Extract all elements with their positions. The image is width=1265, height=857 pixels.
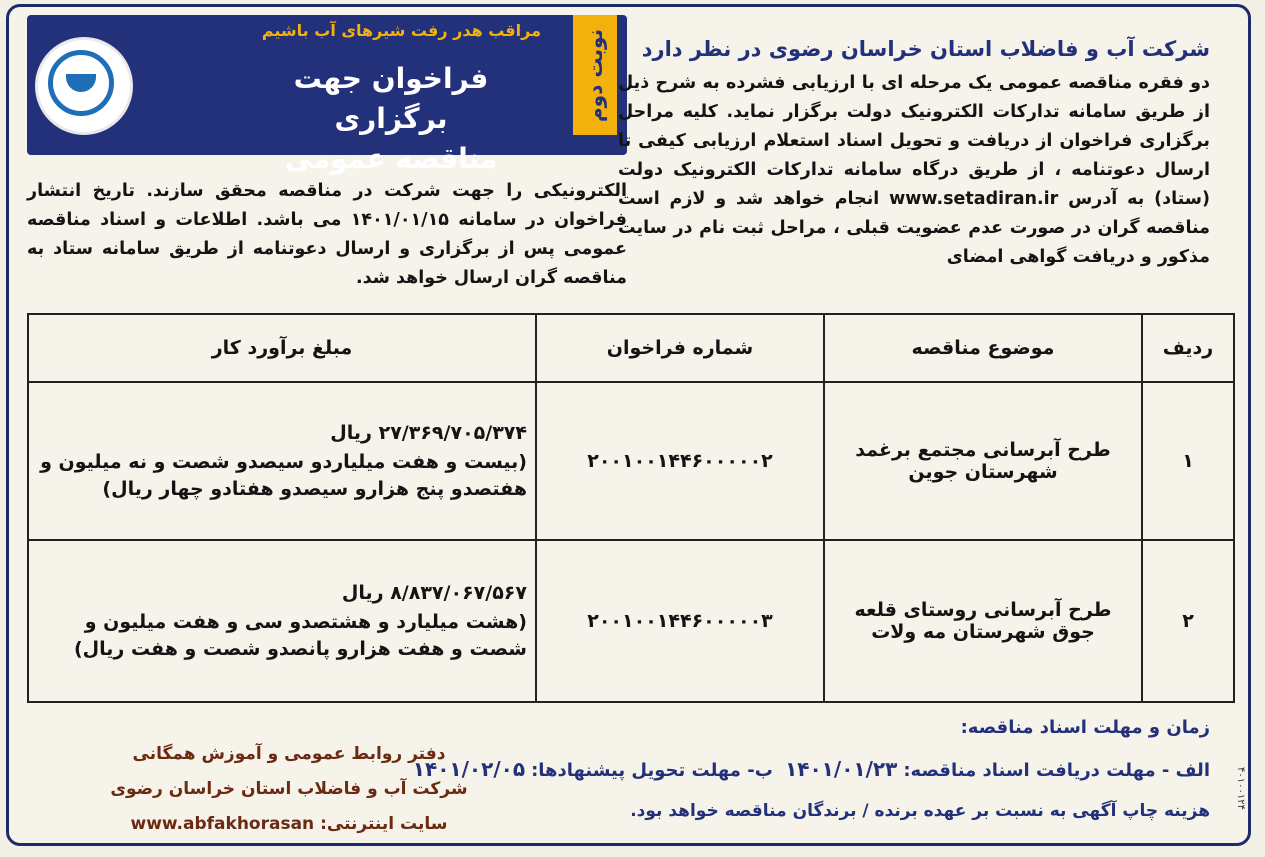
row-estimate [28,540,536,702]
header-title-line2: مناقصه عمومی [284,142,498,175]
header-estimate: مبلغ برآورد کار [28,314,536,382]
row-tender-number: ۲۰۰۱۰۰۱۴۴۶۰۰۰۰۰۳ [536,540,824,702]
deadline-b-date: ۱۴۰۱/۰۲/۰۵ [412,757,526,781]
deadline-a-date: ۱۴۰۱/۰۱/۲۳ [785,757,898,781]
edition-badge: نوبت دوم [573,15,617,135]
row-tender-number: ۲۰۰۱۰۰۱۴۴۶۰۰۰۰۰۲ [536,382,824,540]
print-cost-note: هزینه چاپ آگهی به نسبت بر عهده برنده / برندگان مناقصه خواهد بود. [630,801,1210,821]
signature-company: شرکت آب و فاضلاب استان خراسان رضوی [110,779,468,799]
row-number: ۱ [1142,382,1234,540]
row-number: ۲ [1142,540,1234,702]
signature-block [89,737,489,842]
signature-office: دفتر روابط عمومی و آموزش همگانی [132,744,446,764]
side-code: ۴۰۱۰۰۱۲۴ [1235,767,1246,810]
header-tender-number: شماره فراخوان [536,314,824,382]
header-subject: موضوع مناقصه [824,314,1142,382]
website-label: سایت اینترنتی: [320,814,448,834]
deadlines-title: زمان و مهلت اسناد مناقصه: [960,717,1210,738]
intro-paragraph-continued: الکترونیکی را جهت شرکت در مناقصه محقق سازند. تاریخ انتشار فراخوان در سامانه ۱۴۰۱/۰۱/۱۵ می باشد. اطلاعات و اسناد مناقصه عمومی پس از برگزاری و ارسال دعوتنامه از طریق سامانه ستاد به مناقصه گران ارسال خواهد شد. [27,181,627,288]
website-link[interactable]: www.abfakhorasan [130,814,315,834]
company-title: شرکت آب و فاضلاب استان خراسان رضوی در نظر دارد [641,37,1210,61]
row-estimate [28,382,536,540]
table-header-row [28,314,1234,382]
row-subject: طرح آبرسانی مجتمع برغمد شهرستان جوین [824,382,1142,540]
estimate-amount: ۲۷/۳۶۹/۷۰۵/۳۷۴ ریال [330,421,527,444]
header-row-number: ردیف [1142,314,1234,382]
deadline-a-label: الف - مهلت دریافت اسناد مناقصه: [903,760,1210,781]
intro-paragraph: دو فقره مناقصه عمومی یک مرحله ای با ارزیابی فشرده به شرح ذیل از طریق سامانه تدارکات الکترونیک دولت برگزار نماید. کلیه مراحل برگزاری فراخوان از دریافت و تحویل اسناد استعلام ارزیابی کیفی تا ارسال دعوتنامه ، از طریق درگاه سامانه تدارکات الکترونیک دولت (ستاد) به آدرس www.setadiran.ir انجام خواهد شد و لازم است مناقصه گران در صورت عدم عضویت قبلی ، مراحل ثبت نام در سایت مذکور و دریافت گواهی امضای [618,73,1210,267]
table-row [28,382,1234,540]
header-title-line1: فراخوان جهت برگزاری [293,62,489,135]
header-title [241,59,541,179]
header-subtitle: مراقب هدر رفت شیرهای آب باشیم [261,21,541,40]
signature-website-line [89,807,489,842]
row-subject: طرح آبرسانی روستای قلعه جوق شهرستان مه ولات [824,540,1142,702]
tenders-table [27,313,1235,703]
advertisement-frame [6,4,1251,846]
table-row [28,540,1234,702]
header-banner [27,15,627,175]
estimate-amount: ۸/۸۳۷/۰۶۷/۵۶۷ ریال [341,581,527,604]
estimate-amount-words: (بیست و هفت میلیاردو سیصدو شصت و نه میلیون و هفتصدو پنج هزارو سیصدو هفتادو چهار ریال) [40,450,527,500]
company-logo [35,37,133,135]
estimate-amount-words: (هشت میلیارد و هشتصدو سی و هفت میلیون و شصت و هفت هزارو پانصدو شصت و هفت ریال) [73,610,527,660]
deadline-b-label: ب- مهلت تحویل پیشنهادها: [531,760,773,781]
deadlines-line [407,757,1210,781]
